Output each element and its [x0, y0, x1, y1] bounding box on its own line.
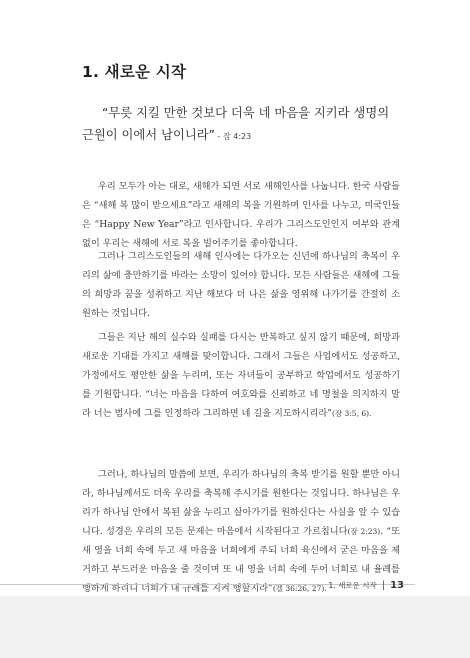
footer-separator: | [381, 580, 386, 591]
chapter-title: 1. 새로운 시작 [82, 63, 187, 81]
body-paragraph-4 [82, 465, 400, 598]
paragraph-text: 그러나, 하나님의 말씀에 보면, 우리가 하나님의 축복 받기를 원할 뿐만 아니라, 하나님께서도 더욱 우리를 축복해 주시기를 원한다는 것입니다. 하나님은 우리가 하나님 안에서 복된 삶을 누리고 살아가기를 원하신다는 사실을 알 수 있습니다. 성경은 우리의 모든 문제는 마음에서 시작된다고 가르칩니다 [82, 469, 400, 537]
page-number: 13 [390, 580, 404, 591]
body-paragraph-3 [82, 328, 400, 423]
epigraph [82, 102, 404, 148]
scripture-reference: (잠 2:23) [347, 527, 381, 536]
epigraph-reference: - 잠 4:23 [214, 132, 252, 141]
paragraph-text-continued: . “또 새 영을 너희 속에 두고 새 마음을 너희에게 주되 너희 육신에서 굳은 마음을 제거하고 부드러운 마음을 줄 것이며 또 내 영을 너희 속에 두어 너희로 내 율례를 행하게 하리니 너희가 내 규례를 지켜 행할지라” [82, 526, 400, 594]
paragraph-text: 우리 모두가 아는 대로, 새해가 되면 서로 새해인사를 나눕니다. 한국 사람들은 “새해 복 많이 받으세요”라고 새해의 복을 기원하며 인사를 나누고, 미국인들은 “Happy New Year”라고 인사합니다. 우리가 그리스도인인지 여부와 관계없이 우리는 새해에 서로 복을 빌어주기를 좋아합니다. [82, 181, 400, 249]
paragraph-text: 그러나 그리스도인들의 새해 인사에는 다가오는 신년에 하나님의 축복이 우리의 삶에 충만하기를 바라는 소망이 있어야 합니다. 모든 사람들은 새해에 그들의 희망과 꿈을 성취하고 지난 해보다 더 나은 삶을 영위해 나가기를 간절히 소원하는 것입니다. [82, 251, 400, 319]
footer-section-title: 1. 새로운 시작 [328, 581, 377, 590]
paragraph-text: 그들은 지난 해의 실수와 실패를 다시는 반복하고 싶지 않기 때문에, 희망과 새로운 기대를 가지고 새해를 맞이합니다. 그래서 그들은 사업에서도 성공하고, 가정에서도 평안한 삶을 누리며, 또는 자녀들이 공부하고 학업에서도 성공하기를 기원합니다. “너는 마음을 다하여 여호와를 신뢰하고 네 명철을 의지하지 말라 너는 범사에 그를 인정하라 그리하면 네 길을 지도하시리라” [82, 332, 400, 419]
body-paragraph-2 [82, 247, 400, 323]
bottom-margin [0, 596, 470, 658]
page-footer [329, 580, 404, 591]
body-paragraph-1 [82, 177, 400, 253]
epigraph-quote: “무릇 지킬 만한 것보다 더욱 네 마음을 지키라 생명의 근원이 이에서 남이니라” [82, 106, 390, 142]
scripture-reference: (잠 3:5, 6). [331, 409, 372, 418]
scripture-reference: (겔 36:26, 27). [272, 584, 327, 593]
